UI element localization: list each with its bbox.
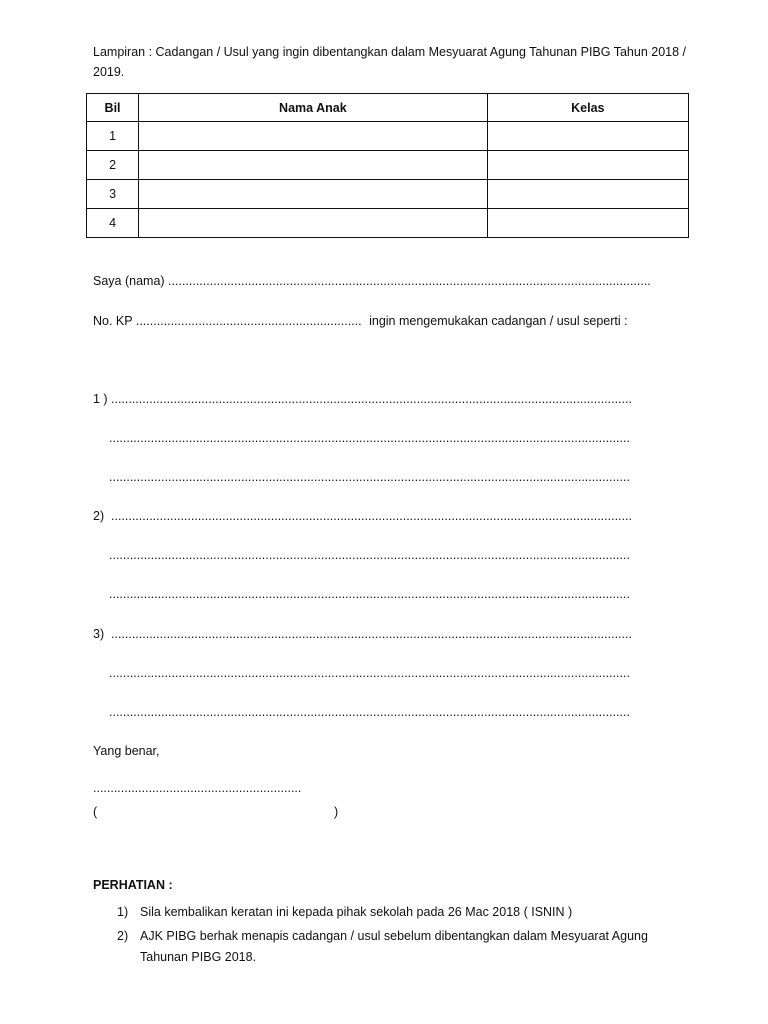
saya-nama-field[interactable]: ...........................................................................................................................................	[168, 274, 651, 288]
notice-item-2	[117, 926, 648, 946]
proposal-item-1-line-1[interactable]: ......................................................................................................................................................	[111, 392, 632, 406]
notice-item-2-continuation: Tahunan PIBG 2018.	[140, 950, 257, 964]
notice-title: PERHATIAN :	[93, 878, 173, 892]
table-row	[87, 180, 689, 209]
proposal-item-2-line-1[interactable]: ......................................................................................................................................................	[111, 509, 632, 523]
signature-line[interactable]: ............................................................	[93, 781, 302, 795]
kelas-cell[interactable]	[487, 180, 688, 209]
table-row	[87, 122, 689, 151]
row-number: 3	[87, 180, 139, 209]
proposal-item-3-label: 3)	[93, 627, 105, 641]
notice-item-2-text: AJK PIBG berhak menapis cadangan / usul sebelum dibentangkan dalam Mesyuarat Agung	[140, 929, 648, 943]
name-paren-close: )	[334, 805, 339, 819]
notice-item-1	[117, 902, 572, 922]
row-number: 1	[87, 122, 139, 151]
proposal-item-3-line-1[interactable]: ......................................................................................................................................................	[111, 627, 632, 641]
row-number: 4	[87, 209, 139, 238]
name-paren-open: (	[93, 805, 98, 819]
attachment-heading: Lampiran : Cadangan / Usul yang ingin dibentangkan dalam Mesyuarat Agung Tahunan PIBG Tahun 2018 / 2019.	[93, 45, 687, 79]
closing-text: Yang benar,	[93, 744, 160, 758]
table-header-row	[87, 94, 689, 122]
saya-nama-label: Saya (nama)	[93, 274, 165, 288]
proposal-item-1-label: 1 )	[93, 392, 108, 406]
column-header-kelas: Kelas	[487, 94, 688, 122]
row-number: 2	[87, 151, 139, 180]
notice-item-1-number: 1)	[117, 905, 129, 919]
proposal-item-3-line-3[interactable]: ......................................................................................................................................................	[109, 705, 630, 719]
proposal-item-2-line-3[interactable]: ......................................................................................................................................................	[109, 587, 630, 601]
saya-nama-line	[93, 274, 651, 288]
proposal-item-2-label: 2)	[93, 509, 105, 523]
kelas-cell[interactable]	[487, 151, 688, 180]
kelas-cell[interactable]	[487, 209, 688, 238]
nama-anak-cell[interactable]	[139, 122, 488, 151]
table-row	[87, 209, 689, 238]
no-kp-label: No. KP	[93, 314, 133, 328]
proposal-item-2-line-2[interactable]: ......................................................................................................................................................	[109, 548, 630, 562]
proposal-item-1-line-2[interactable]: ......................................................................................................................................................	[109, 431, 630, 445]
kelas-cell[interactable]	[487, 122, 688, 151]
proposal-intro-text: ingin mengemukakan cadangan / usul seperti :	[369, 314, 628, 328]
proposal-item-3-line-2[interactable]: ......................................................................................................................................................	[109, 666, 630, 680]
nama-anak-cell[interactable]	[139, 151, 488, 180]
children-table	[86, 93, 689, 238]
column-header-nama-anak: Nama Anak	[139, 94, 488, 122]
notice-item-1-text: Sila kembalikan keratan ini kepada pihak sekolah pada 26 Mac 2018 ( ISNIN )	[140, 905, 573, 919]
column-header-bil: Bil	[87, 94, 139, 122]
no-kp-field[interactable]: .................................................................	[135, 314, 362, 328]
proposal-item-1-line-3[interactable]: ......................................................................................................................................................	[109, 470, 630, 484]
no-kp-line	[93, 314, 628, 328]
notice-item-2-number: 2)	[117, 929, 129, 943]
table-row	[87, 151, 689, 180]
nama-anak-cell[interactable]	[139, 180, 488, 209]
nama-anak-cell[interactable]	[139, 209, 488, 238]
